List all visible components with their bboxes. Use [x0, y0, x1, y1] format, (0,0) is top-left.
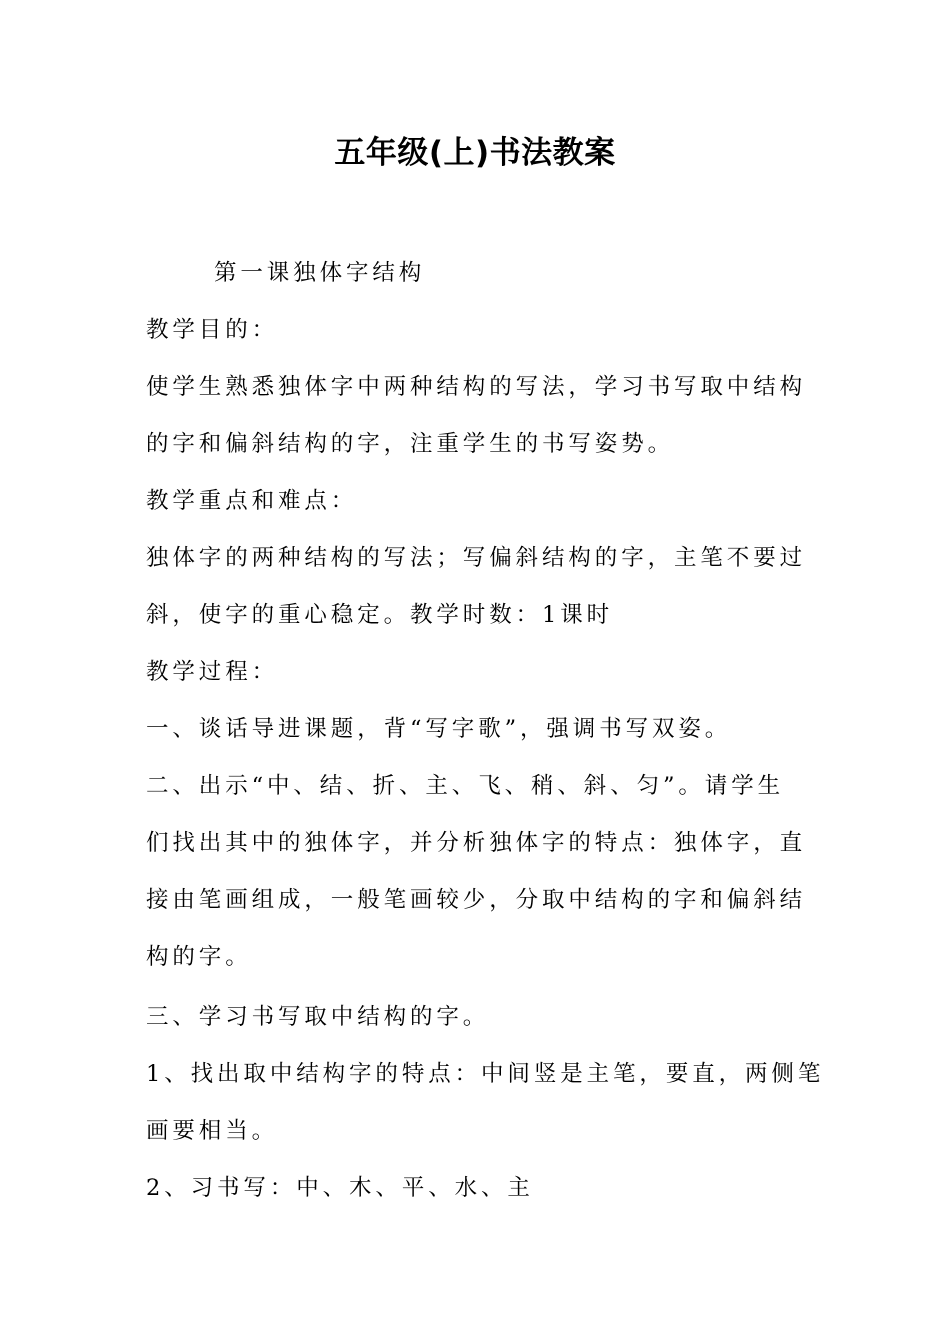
paragraph-line: 的字和偏斜结构的字，注重学生的书写姿势。 — [146, 431, 675, 457]
paragraph-line: 教学重点和难点： — [146, 488, 358, 514]
paragraph-line: 斜，使字的重心稳定。教学时数：1课时 — [146, 602, 614, 628]
paragraph-line: 一、谈话导进课题，背“写字歌”，强调书写双姿。 — [146, 716, 732, 742]
paragraph-line: 独体字的两种结构的写法；写偏斜结构的字，主笔不要过 — [146, 545, 807, 571]
paragraph-line: 教学目的： — [146, 317, 279, 343]
paragraph-line: 2、习书写：中、木、平、水、主 — [146, 1175, 534, 1201]
paragraph-line: 接由笔画组成，一般笔画较少，分取中结构的字和偏斜结 — [146, 887, 807, 913]
paragraph-line: 画要相当。 — [146, 1118, 279, 1144]
paragraph-line: 构的字。 — [146, 944, 252, 970]
paragraph-line: 们找出其中的独体字，并分析独体字的特点：独体字，直 — [146, 830, 807, 856]
paragraph-line: 使学生熟悉独体字中两种结构的写法，学习书写取中结构 — [146, 374, 807, 400]
paragraph-line: 二、出示“中、结、折、主、飞、稍、斜、匀”。请学生 — [146, 773, 785, 799]
paragraph-line: 教学过程： — [146, 659, 279, 685]
paragraph-line: 三、学习书写取中结构的字。 — [146, 1004, 490, 1030]
paragraph-line: 1、找出取中结构字的特点：中间竖是主笔，要直，两侧笔 — [146, 1061, 825, 1087]
lesson-heading: 第一课独体字结构 — [214, 260, 426, 286]
document-title: 五年级(上)书法教案 — [334, 135, 616, 171]
